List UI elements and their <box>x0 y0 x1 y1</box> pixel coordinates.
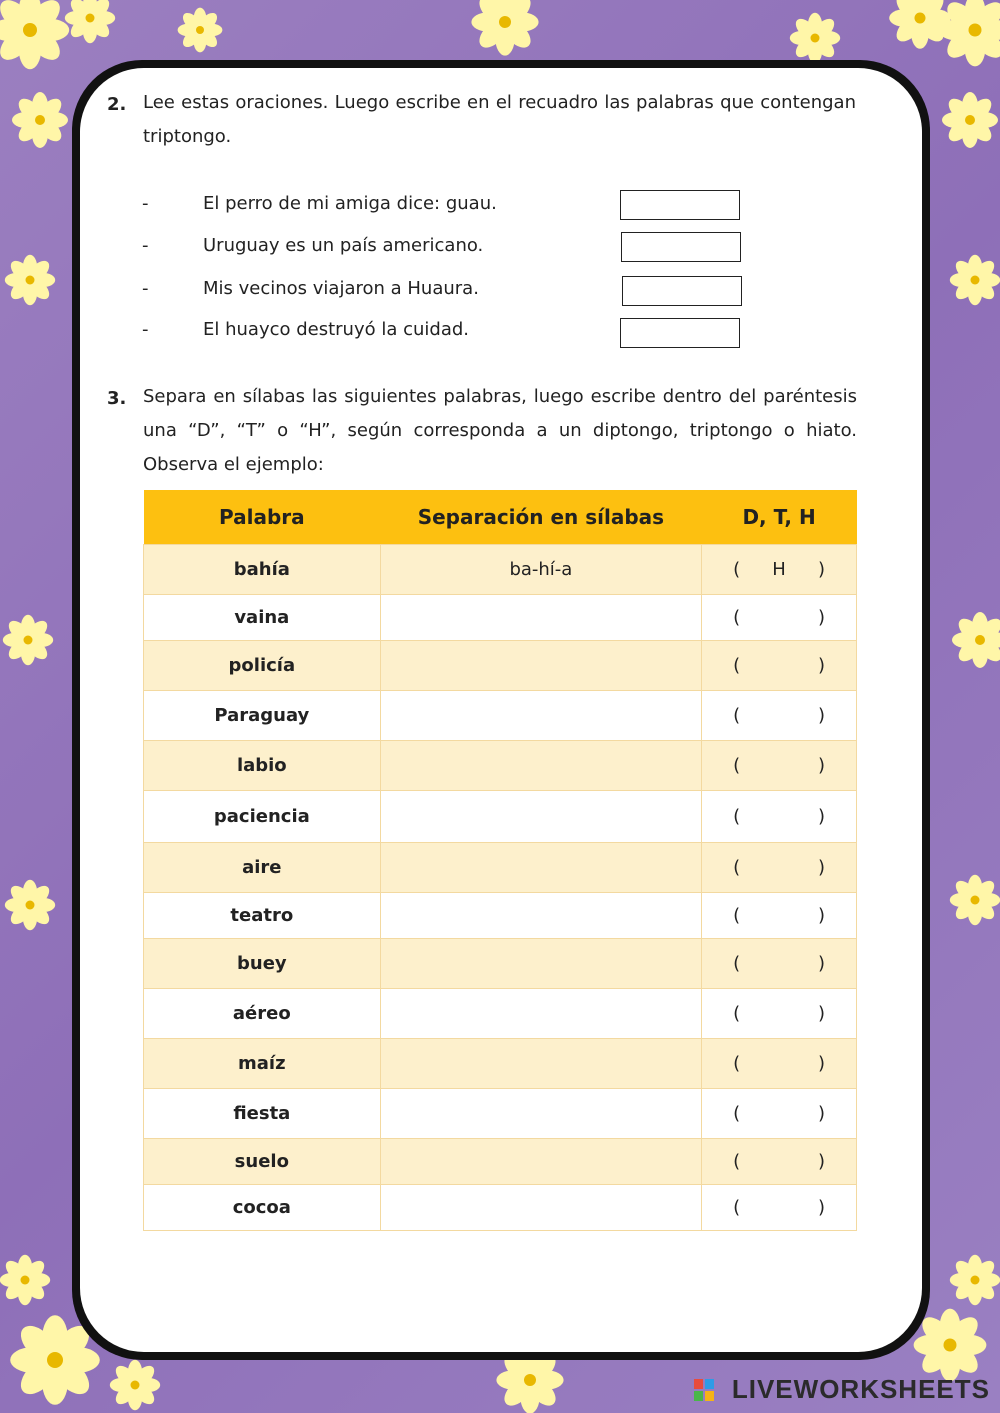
type-answer: H <box>772 559 786 580</box>
syllable-table <box>143 490 857 1231</box>
type-answer[interactable] <box>740 1151 818 1172</box>
question-3-text: Separa en sílabas las siguientes palabras, luego escribe dentro del paréntesis una “D”, “T” o “H”, según corresponda a un diptongo, triptongo o hiato. Observa el ejemplo: <box>143 386 857 475</box>
type-answer[interactable] <box>740 1197 818 1218</box>
type-cell[interactable] <box>702 691 857 741</box>
paren-close: ) <box>818 905 826 926</box>
table-row <box>144 989 857 1039</box>
word-cell: policía <box>144 641 381 691</box>
paren-group <box>733 1103 825 1124</box>
paren-open: ( <box>733 705 741 726</box>
paren-close: ) <box>818 607 826 628</box>
syllables-cell[interactable] <box>380 741 702 791</box>
syllables-cell[interactable] <box>380 1089 702 1139</box>
word-cell: cocoa <box>144 1185 381 1231</box>
word-cell: vaina <box>144 595 381 641</box>
type-answer[interactable] <box>740 806 818 827</box>
word-cell: Paraguay <box>144 691 381 741</box>
answer-box-4[interactable] <box>620 318 740 348</box>
type-cell[interactable] <box>702 939 857 989</box>
syllables-cell[interactable] <box>380 1039 702 1089</box>
sentence-3-text: Mis vecinos viajaron a Huaura. <box>203 278 479 299</box>
table-row <box>144 843 857 893</box>
word-cell: teatro <box>144 893 381 939</box>
paren-open: ( <box>733 1197 741 1218</box>
table-header-row <box>144 490 857 545</box>
type-cell[interactable] <box>702 641 857 691</box>
type-answer[interactable] <box>740 655 818 676</box>
table-row <box>144 893 857 939</box>
table-row <box>144 939 857 989</box>
type-cell[interactable] <box>702 989 857 1039</box>
syllables-cell[interactable] <box>380 893 702 939</box>
table-row <box>144 691 857 741</box>
table-row <box>144 1089 857 1139</box>
type-cell[interactable] <box>702 893 857 939</box>
word-cell: bahía <box>144 545 381 595</box>
sentence-1-text: El perro de mi amiga dice: guau. <box>203 193 497 214</box>
syllables-cell[interactable] <box>380 1139 702 1185</box>
type-cell[interactable] <box>702 741 857 791</box>
type-answer[interactable] <box>740 1103 818 1124</box>
paren-open: ( <box>733 857 741 878</box>
word-cell: aire <box>144 843 381 893</box>
table-row <box>144 741 857 791</box>
table-row <box>144 1139 857 1185</box>
answer-box-2[interactable] <box>621 232 741 262</box>
paren-close: ) <box>818 559 826 580</box>
syllables-cell[interactable] <box>380 791 702 843</box>
word-cell: aéreo <box>144 989 381 1039</box>
syllables-cell[interactable] <box>380 843 702 893</box>
paren-group <box>733 1197 825 1218</box>
paren-close: ) <box>818 1003 826 1024</box>
paren-close: ) <box>818 655 826 676</box>
header-dth: D, T, H <box>702 490 857 545</box>
type-answer[interactable] <box>740 705 818 726</box>
paren-group <box>733 1003 825 1024</box>
type-answer[interactable] <box>740 755 818 776</box>
paren-group <box>733 1151 825 1172</box>
sentence-1-dash: - <box>142 193 149 214</box>
header-separacion: Separación en sílabas <box>380 490 702 545</box>
type-cell[interactable] <box>702 791 857 843</box>
sentence-3-dash: - <box>142 278 149 299</box>
type-answer[interactable] <box>740 905 818 926</box>
liveworksheets-logo: LIVEWORKSHEETS <box>731 1374 990 1404</box>
paren-group <box>733 806 825 827</box>
syllables-cell[interactable] <box>380 1185 702 1231</box>
paren-open: ( <box>733 905 741 926</box>
table-row <box>144 595 857 641</box>
paren-close: ) <box>818 806 826 827</box>
syllables-cell[interactable] <box>380 989 702 1039</box>
paren-open: ( <box>733 953 741 974</box>
paren-open: ( <box>733 1151 741 1172</box>
paren-close: ) <box>818 953 826 974</box>
answer-box-1[interactable] <box>620 190 740 220</box>
paren-close: ) <box>818 1103 826 1124</box>
word-cell: buey <box>144 939 381 989</box>
answer-box-3[interactable] <box>622 276 742 306</box>
paren-open: ( <box>733 1003 741 1024</box>
sentence-4-text: El huayco destruyó la cuidad. <box>203 319 470 340</box>
table-row <box>144 1039 857 1089</box>
paren-group <box>733 705 825 726</box>
sentence-2-dash: - <box>142 235 149 256</box>
sentence-2-text: Uruguay es un país americano. <box>203 235 484 256</box>
syllables-cell[interactable] <box>380 939 702 989</box>
paren-group <box>733 559 825 580</box>
paren-group <box>733 1053 825 1074</box>
paren-close: ) <box>818 1151 826 1172</box>
paren-open: ( <box>733 607 741 628</box>
word-cell: fiesta <box>144 1089 381 1139</box>
paren-close: ) <box>818 1197 826 1218</box>
table-row <box>144 641 857 691</box>
word-cell: suelo <box>144 1139 381 1185</box>
sentence-4-dash: - <box>142 319 149 340</box>
paren-open: ( <box>733 1053 741 1074</box>
type-cell[interactable] <box>702 1039 857 1089</box>
paren-open: ( <box>733 1103 741 1124</box>
type-answer[interactable] <box>740 1003 818 1024</box>
question-3-number: 3. <box>107 388 127 409</box>
syllables-cell[interactable] <box>380 691 702 741</box>
syllables-cell[interactable] <box>380 641 702 691</box>
word-cell: labio <box>144 741 381 791</box>
word-cell: paciencia <box>144 791 381 843</box>
paren-group <box>733 905 825 926</box>
paren-close: ) <box>818 705 826 726</box>
paren-group <box>733 755 825 776</box>
liveworksheets-logo-icon <box>694 1379 714 1401</box>
type-cell[interactable] <box>702 1185 857 1231</box>
paren-open: ( <box>733 655 741 676</box>
question-2-text: Lee estas oraciones. Luego escribe en el recuadro las palabras que contengan triptongo. <box>143 92 856 147</box>
paren-group <box>733 857 825 878</box>
paren-group <box>733 607 825 628</box>
table-row <box>144 791 857 843</box>
paren-group <box>733 953 825 974</box>
syllables-cell[interactable] <box>380 595 702 641</box>
type-answer[interactable] <box>740 857 818 878</box>
question-2-number: 2. <box>107 94 127 115</box>
syllables-cell: ba-hí-a <box>380 545 702 595</box>
type-cell[interactable] <box>702 1139 857 1185</box>
header-palabra: Palabra <box>144 490 381 545</box>
table-row <box>144 545 857 595</box>
type-answer[interactable] <box>740 953 818 974</box>
paren-group <box>733 655 825 676</box>
table-row <box>144 1185 857 1231</box>
type-cell <box>702 545 857 595</box>
paren-open: ( <box>733 806 741 827</box>
type-cell[interactable] <box>702 595 857 641</box>
word-cell: maíz <box>144 1039 381 1089</box>
paren-open: ( <box>733 559 741 580</box>
paren-open: ( <box>733 755 741 776</box>
paren-close: ) <box>818 755 826 776</box>
type-answer[interactable] <box>740 1053 818 1074</box>
paren-close: ) <box>818 857 826 878</box>
paren-close: ) <box>818 1053 826 1074</box>
type-answer[interactable] <box>740 607 818 628</box>
type-cell[interactable] <box>702 1089 857 1139</box>
type-cell[interactable] <box>702 843 857 893</box>
